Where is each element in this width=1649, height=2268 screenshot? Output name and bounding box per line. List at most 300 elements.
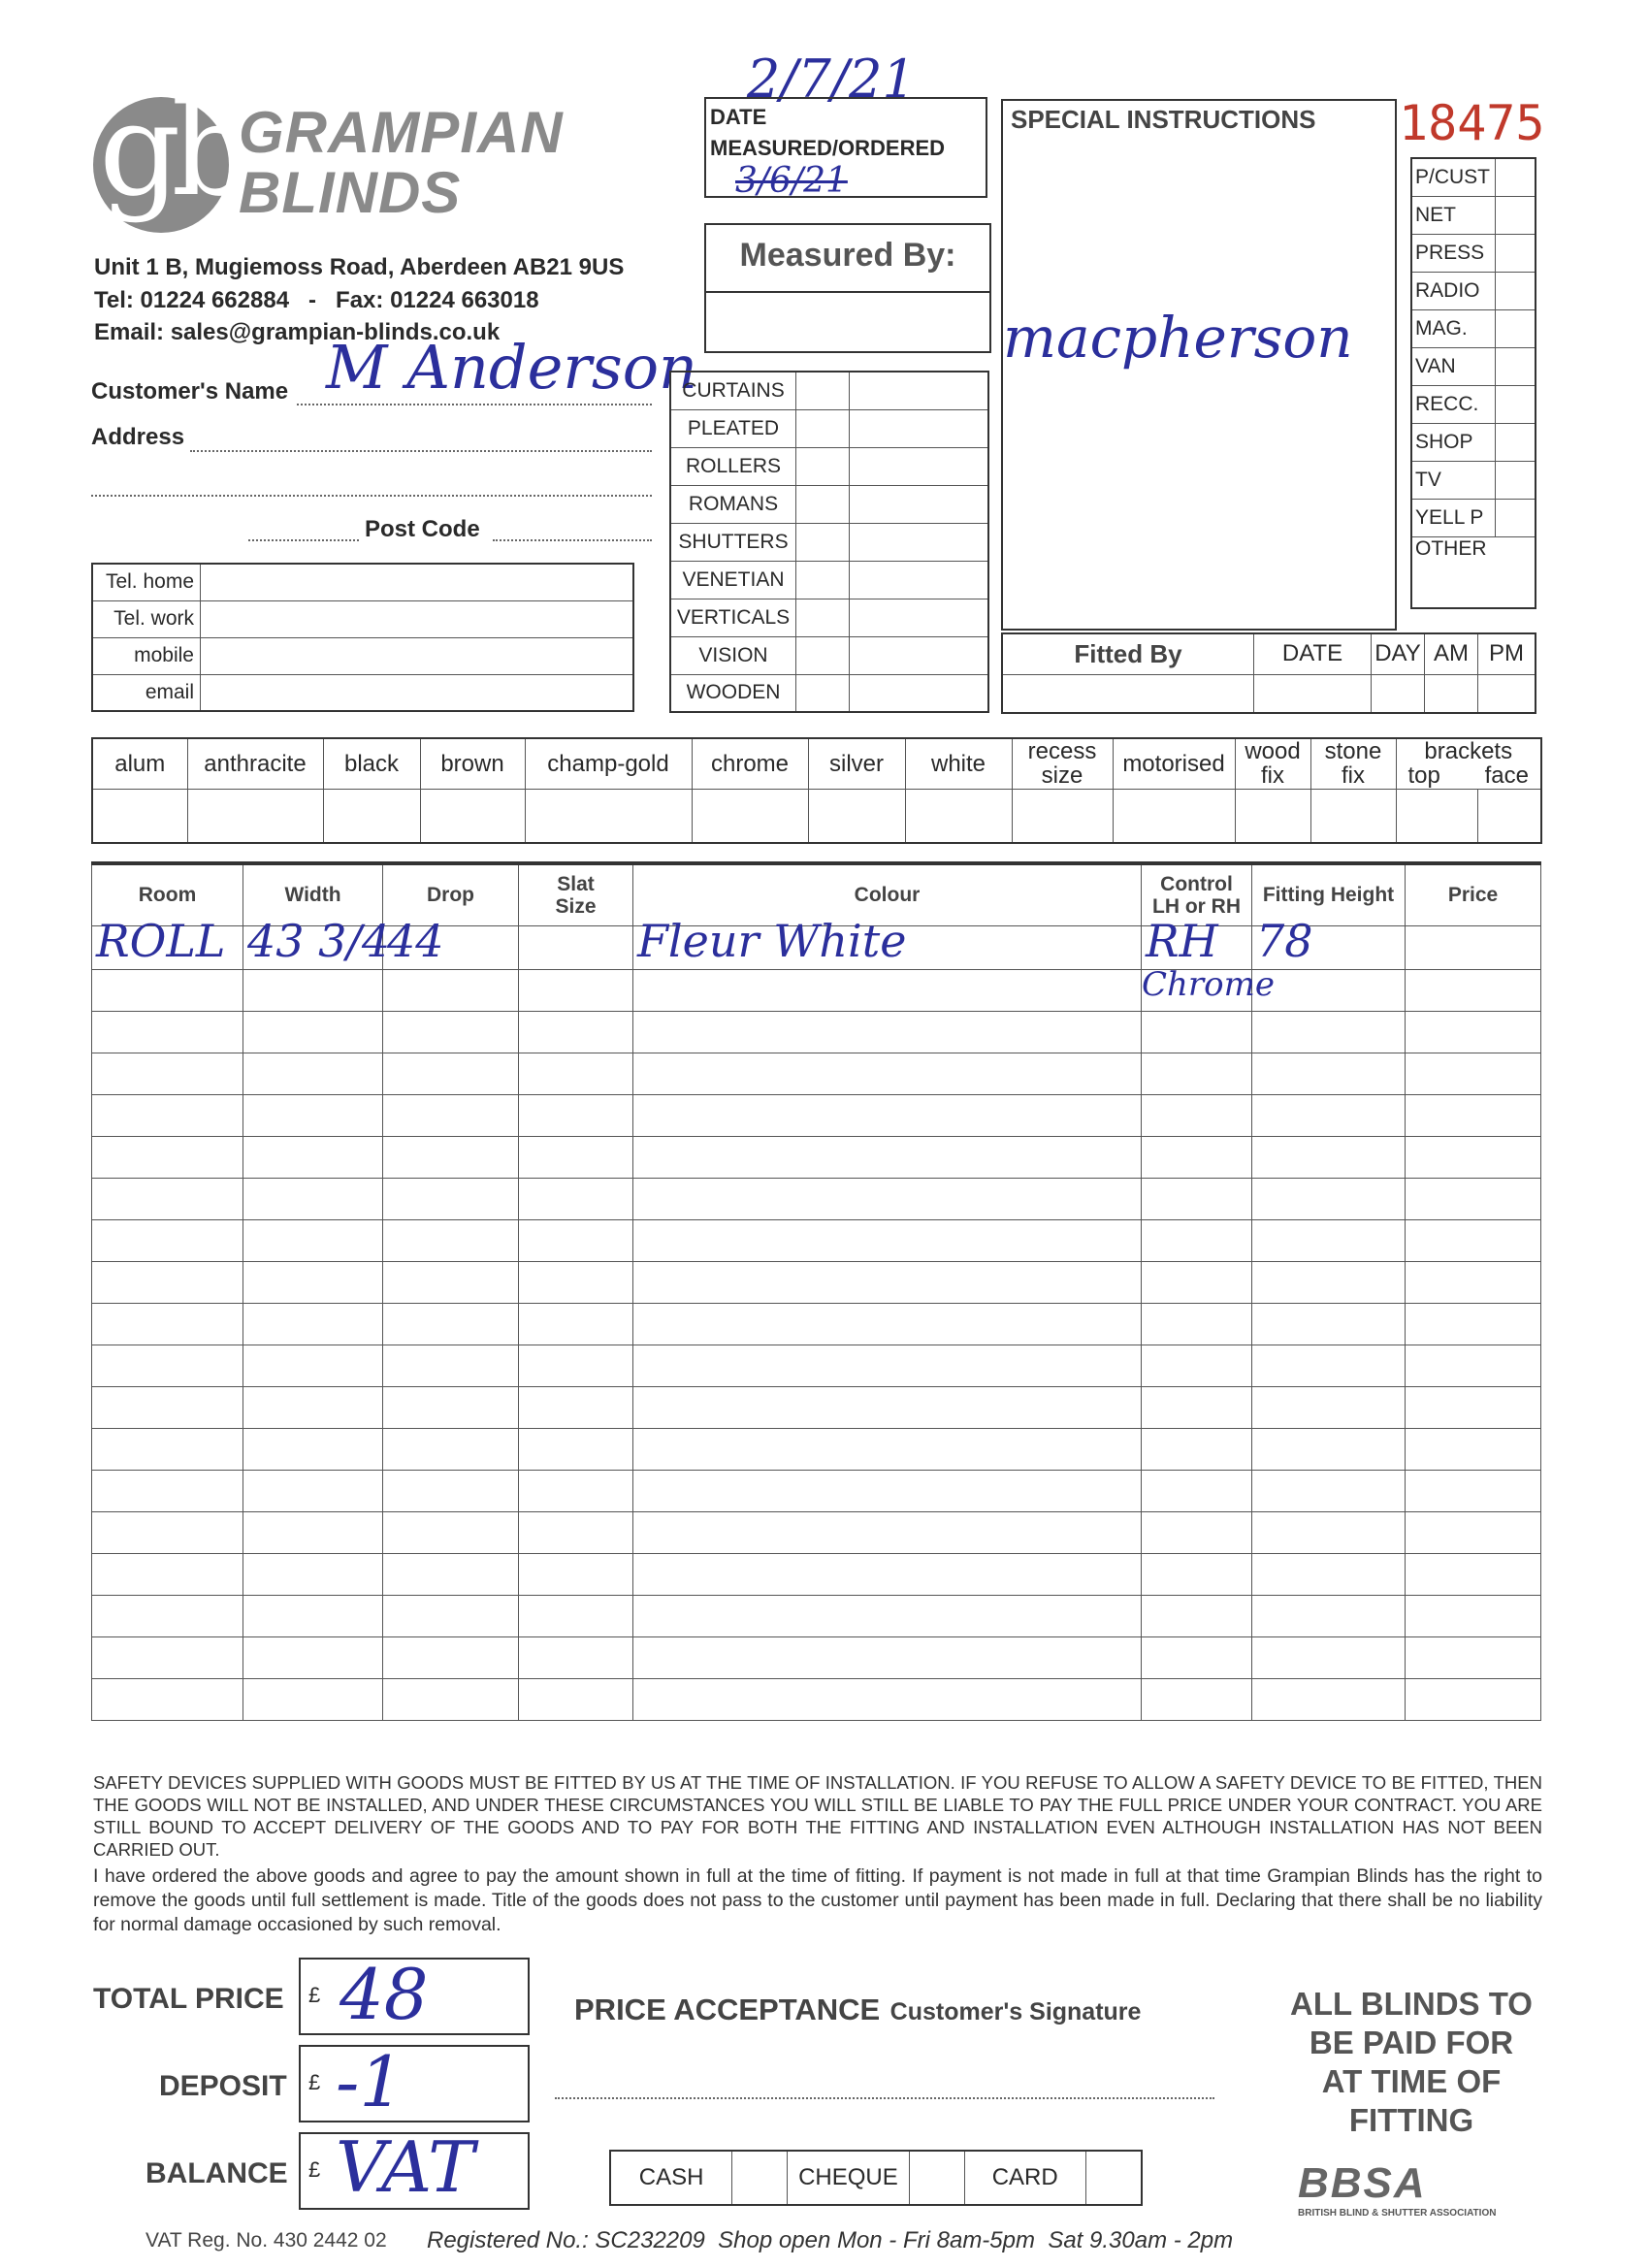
product-type-qty[interactable] bbox=[850, 636, 989, 674]
order-cell[interactable] bbox=[633, 1303, 1142, 1345]
signature-line[interactable] bbox=[555, 2097, 1214, 2099]
source-label: SHOP bbox=[1411, 423, 1496, 461]
contact-field[interactable] bbox=[201, 564, 634, 600]
order-cell[interactable] bbox=[1252, 1428, 1406, 1470]
order-cell[interactable] bbox=[633, 1386, 1142, 1428]
order-cell[interactable] bbox=[92, 1428, 243, 1470]
order-cell[interactable] bbox=[1252, 1261, 1406, 1303]
order-cell[interactable] bbox=[1406, 1178, 1541, 1219]
order-cell[interactable] bbox=[1252, 1094, 1406, 1136]
source-checkbox[interactable] bbox=[1496, 461, 1536, 499]
source-checkbox[interactable] bbox=[1496, 385, 1536, 423]
order-cell[interactable] bbox=[243, 1053, 383, 1094]
order-cell[interactable] bbox=[92, 914, 243, 969]
fitted-pm-label: PM bbox=[1478, 633, 1536, 674]
order-cell[interactable] bbox=[383, 1303, 519, 1345]
company-logo bbox=[93, 76, 564, 231]
finish-option-check[interactable] bbox=[92, 789, 187, 843]
order-cell[interactable] bbox=[243, 969, 383, 1011]
order-table bbox=[91, 861, 1541, 1721]
order-cell[interactable] bbox=[519, 1595, 633, 1636]
order-cell[interactable] bbox=[243, 1678, 383, 1720]
order-cell[interactable] bbox=[92, 1470, 243, 1511]
order-cell[interactable] bbox=[1406, 925, 1541, 969]
fitted-day-label: DAY bbox=[1372, 633, 1425, 674]
order-cell[interactable] bbox=[519, 1511, 633, 1553]
source-checkbox[interactable] bbox=[1496, 499, 1536, 536]
order-cell[interactable] bbox=[1142, 1511, 1252, 1553]
source-checkbox[interactable] bbox=[1496, 536, 1536, 608]
order-cell[interactable] bbox=[383, 1553, 519, 1595]
logo-line2: BLINDS bbox=[239, 160, 462, 225]
order-row bbox=[92, 1261, 1541, 1303]
finish-option-check[interactable] bbox=[1310, 789, 1396, 843]
finish-option-line1: chrome bbox=[710, 750, 790, 777]
finish-option-check[interactable] bbox=[1113, 789, 1235, 843]
order-row1-control: RH bbox=[1146, 914, 1218, 967]
order-cell[interactable] bbox=[383, 1345, 519, 1386]
order-cell[interactable] bbox=[633, 1470, 1142, 1511]
order-cell[interactable] bbox=[243, 1219, 383, 1261]
order-cell[interactable] bbox=[519, 1678, 633, 1720]
date-box bbox=[704, 97, 987, 201]
order-cell[interactable] bbox=[1142, 1053, 1252, 1094]
order-cell[interactable] bbox=[383, 1511, 519, 1553]
finish-option-line1: motorised bbox=[1122, 750, 1225, 777]
order-cell[interactable] bbox=[92, 1094, 243, 1136]
order-cell[interactable] bbox=[383, 1595, 519, 1636]
order-cell[interactable] bbox=[1142, 1094, 1252, 1136]
order-cell[interactable] bbox=[243, 1136, 383, 1178]
order-row bbox=[92, 1136, 1541, 1178]
order-cell[interactable] bbox=[633, 1511, 1142, 1553]
contact-field[interactable] bbox=[201, 637, 634, 674]
date-struck: 3/6/21 bbox=[735, 161, 848, 201]
payment-methods bbox=[609, 2150, 1143, 2206]
order-cell[interactable] bbox=[519, 1470, 633, 1511]
finish-option-line1: anthracite bbox=[204, 750, 307, 777]
deposit-label: DEPOSIT bbox=[159, 2070, 287, 2102]
fitted-day-field[interactable] bbox=[1372, 674, 1425, 713]
finish-option-check[interactable] bbox=[692, 789, 808, 843]
product-type-row bbox=[670, 485, 988, 523]
finish-option-check[interactable] bbox=[323, 789, 420, 843]
order-cell[interactable] bbox=[1406, 1386, 1541, 1428]
order-cell[interactable] bbox=[633, 1178, 1142, 1219]
order-cell[interactable] bbox=[243, 1303, 383, 1345]
fitted-date-field[interactable] bbox=[1254, 674, 1372, 713]
order-cell[interactable] bbox=[383, 1636, 519, 1678]
payment-method-cheque: CHEQUE bbox=[788, 2151, 909, 2205]
order-cell[interactable] bbox=[243, 1470, 383, 1511]
product-type-check[interactable] bbox=[796, 372, 850, 409]
order-header-line1: Control bbox=[1160, 872, 1233, 895]
order-cell[interactable] bbox=[1406, 1595, 1541, 1636]
order-cell[interactable] bbox=[519, 1553, 633, 1595]
brackets-top-label: top bbox=[1407, 762, 1440, 790]
finish-option-chrome bbox=[692, 738, 808, 789]
date-handwritten: 2/7/21 bbox=[747, 49, 916, 110]
order-header-cell bbox=[1406, 863, 1541, 925]
order-cell[interactable] bbox=[383, 1178, 519, 1219]
order-header-line1: Slat bbox=[557, 872, 595, 895]
order-cell[interactable] bbox=[519, 1053, 633, 1094]
order-cell[interactable] bbox=[1252, 1303, 1406, 1345]
finish-option-line1: brown bbox=[440, 750, 504, 777]
product-type-row bbox=[670, 674, 988, 712]
order-cell[interactable] bbox=[633, 1094, 1142, 1136]
order-cell[interactable] bbox=[519, 1094, 633, 1136]
order-cell[interactable] bbox=[519, 1428, 633, 1470]
finish-option-line1: silver bbox=[828, 750, 884, 777]
order-cell[interactable] bbox=[1142, 1553, 1252, 1595]
finish-option-silver bbox=[808, 738, 905, 789]
source-label: RECC. bbox=[1411, 385, 1496, 423]
order-cell[interactable] bbox=[633, 1553, 1142, 1595]
order-cell[interactable] bbox=[92, 1511, 243, 1553]
order-cell[interactable] bbox=[1406, 1303, 1541, 1345]
product-type-check[interactable] bbox=[796, 485, 850, 523]
order-cell[interactable] bbox=[383, 1011, 519, 1053]
address-label: Address bbox=[91, 424, 185, 450]
order-cell[interactable] bbox=[92, 1553, 243, 1595]
order-cell[interactable] bbox=[1142, 1303, 1252, 1345]
order-row bbox=[92, 1428, 1541, 1470]
order-row bbox=[92, 1636, 1541, 1678]
order-cell[interactable] bbox=[1252, 1178, 1406, 1219]
vat-number: VAT Reg. No. 430 2442 02 bbox=[146, 2229, 387, 2252]
order-cell[interactable] bbox=[1406, 1053, 1541, 1094]
order-cell[interactable] bbox=[243, 1636, 383, 1678]
order-cell[interactable] bbox=[633, 914, 1142, 969]
order-cell[interactable] bbox=[1252, 1011, 1406, 1053]
fitted-am-label: AM bbox=[1425, 633, 1478, 674]
order-cell[interactable] bbox=[383, 1219, 519, 1261]
source-label: RADIO bbox=[1411, 272, 1496, 309]
brackets-options bbox=[1397, 763, 1541, 788]
finish-option-check[interactable] bbox=[420, 789, 525, 843]
order-cell[interactable] bbox=[633, 1219, 1142, 1261]
order-cell[interactable] bbox=[383, 1094, 519, 1136]
order-row1-drop: 44 bbox=[387, 914, 444, 967]
order-cell[interactable] bbox=[519, 925, 633, 969]
finish-option-brown bbox=[420, 738, 525, 789]
source-checkbox[interactable] bbox=[1496, 272, 1536, 309]
source-label: MAG. bbox=[1411, 309, 1496, 347]
product-type-qty[interactable] bbox=[850, 372, 989, 409]
order-cell[interactable] bbox=[1406, 1470, 1541, 1511]
payment-method-check[interactable] bbox=[732, 2151, 788, 2205]
order-row bbox=[92, 1303, 1541, 1345]
finish-option-check[interactable] bbox=[808, 789, 905, 843]
source-checkbox[interactable] bbox=[1496, 309, 1536, 347]
postcode-line-left bbox=[248, 539, 359, 541]
order-cell[interactable] bbox=[1142, 1219, 1252, 1261]
finish-option-check[interactable] bbox=[1012, 789, 1113, 843]
product-type-qty[interactable] bbox=[850, 447, 989, 485]
product-type-check[interactable] bbox=[796, 599, 850, 636]
finish-option-line2: size bbox=[1041, 762, 1083, 790]
order-cell[interactable] bbox=[1252, 914, 1406, 969]
order-cell[interactable] bbox=[1406, 1345, 1541, 1386]
order-cell[interactable] bbox=[383, 1136, 519, 1178]
order-cell[interactable] bbox=[1406, 1636, 1541, 1678]
customer-name-label: Customer's Name bbox=[91, 378, 289, 405]
order-cell[interactable] bbox=[243, 1553, 383, 1595]
order-cell[interactable] bbox=[1142, 1470, 1252, 1511]
order-cell[interactable] bbox=[1252, 1345, 1406, 1386]
notice-line-3: AT TIME OF bbox=[1321, 2063, 1502, 2099]
order-cell[interactable] bbox=[633, 1053, 1142, 1094]
product-type-check[interactable] bbox=[796, 447, 850, 485]
bracket-face-check[interactable] bbox=[1477, 789, 1541, 843]
product-type-qty[interactable] bbox=[850, 485, 989, 523]
order-cell[interactable] bbox=[1406, 1553, 1541, 1595]
order-cell[interactable] bbox=[1142, 1136, 1252, 1178]
source-row bbox=[1411, 234, 1536, 272]
product-type-check[interactable] bbox=[796, 409, 850, 447]
source-list bbox=[1410, 157, 1536, 609]
order-cell[interactable] bbox=[1142, 1345, 1252, 1386]
order-cell[interactable] bbox=[383, 1261, 519, 1303]
product-type-check[interactable] bbox=[796, 561, 850, 599]
source-row bbox=[1411, 499, 1536, 536]
company-phones: Tel: 01224 662884 - Fax: 01224 663018 bbox=[94, 287, 539, 313]
fitted-by-field[interactable] bbox=[1002, 674, 1254, 713]
source-checkbox[interactable] bbox=[1496, 158, 1536, 196]
deposit-box bbox=[299, 2041, 530, 2122]
order-cell[interactable] bbox=[1406, 1219, 1541, 1261]
order-cell[interactable] bbox=[519, 969, 633, 1011]
contact-field[interactable] bbox=[201, 674, 634, 711]
order-cell[interactable] bbox=[519, 1261, 633, 1303]
source-label: P/CUST bbox=[1411, 158, 1496, 196]
order-cell[interactable] bbox=[1252, 1053, 1406, 1094]
address-line-2 bbox=[91, 495, 652, 497]
finish-option-line1: white bbox=[930, 750, 986, 777]
product-type-row bbox=[670, 447, 988, 485]
order-cell[interactable] bbox=[243, 1428, 383, 1470]
finish-option-line2: fix bbox=[1261, 762, 1284, 790]
product-type-row bbox=[670, 561, 988, 599]
product-type-qty[interactable] bbox=[850, 561, 989, 599]
order-cell[interactable] bbox=[633, 1428, 1142, 1470]
payment-method-check[interactable] bbox=[909, 2151, 964, 2205]
bbsa-logo-text: BBSA bbox=[1298, 2159, 1427, 2207]
order-cell[interactable] bbox=[92, 969, 243, 1011]
order-cell[interactable] bbox=[92, 1595, 243, 1636]
order-cell[interactable] bbox=[1142, 1178, 1252, 1219]
product-type-qty[interactable] bbox=[850, 409, 989, 447]
order-cell[interactable] bbox=[1406, 1511, 1541, 1553]
source-checkbox[interactable] bbox=[1496, 347, 1536, 385]
order-cell[interactable] bbox=[92, 1053, 243, 1094]
order-cell[interactable] bbox=[519, 1303, 633, 1345]
product-type-qty[interactable] bbox=[850, 674, 989, 712]
contact-label: mobile bbox=[92, 637, 201, 674]
order-cell[interactable] bbox=[1142, 1595, 1252, 1636]
order-cell[interactable] bbox=[92, 1136, 243, 1178]
balance-label: BALANCE bbox=[146, 2157, 288, 2189]
company-email: Email: sales@grampian-blinds.co.uk bbox=[94, 319, 501, 345]
order-cell[interactable] bbox=[1252, 1553, 1406, 1595]
finish-option-check[interactable] bbox=[187, 789, 323, 843]
order-cell[interactable] bbox=[1406, 1011, 1541, 1053]
order-cell[interactable] bbox=[519, 1636, 633, 1678]
finish-option-line1: black bbox=[343, 750, 400, 777]
order-cell[interactable] bbox=[243, 1345, 383, 1386]
order-cell[interactable] bbox=[633, 1595, 1142, 1636]
order-cell[interactable] bbox=[633, 1011, 1142, 1053]
bbsa-subtitle: BRITISH BLIND & SHUTTER ASSOCIATION bbox=[1298, 2208, 1497, 2219]
order-cell[interactable] bbox=[92, 1345, 243, 1386]
order-cell[interactable] bbox=[92, 1636, 243, 1678]
order-cell[interactable] bbox=[1252, 1678, 1406, 1720]
order-cell[interactable] bbox=[1142, 1011, 1252, 1053]
order-cell[interactable] bbox=[519, 1011, 633, 1053]
order-cell[interactable] bbox=[519, 1136, 633, 1178]
order-cell[interactable] bbox=[519, 1345, 633, 1386]
order-cell[interactable] bbox=[383, 1470, 519, 1511]
order-cell[interactable] bbox=[92, 1178, 243, 1219]
order-cell[interactable] bbox=[92, 1011, 243, 1053]
finish-option-line1: champ-gold bbox=[547, 750, 669, 777]
bracket-top-check[interactable] bbox=[1396, 789, 1477, 843]
payment-notice bbox=[1261, 1985, 1562, 2140]
finish-option-check[interactable] bbox=[525, 789, 692, 843]
total-price-label: TOTAL PRICE bbox=[93, 1983, 284, 2015]
order-cell[interactable] bbox=[633, 1636, 1142, 1678]
order-cell[interactable] bbox=[1252, 1511, 1406, 1553]
order-cell[interactable] bbox=[243, 914, 391, 969]
order-cell[interactable] bbox=[1406, 1136, 1541, 1178]
order-cell[interactable] bbox=[243, 1511, 383, 1553]
order-cell[interactable] bbox=[1406, 1261, 1541, 1303]
source-label: NET bbox=[1411, 196, 1496, 234]
order-cell[interactable] bbox=[383, 1053, 519, 1094]
product-type-label: WOODEN bbox=[670, 674, 796, 712]
contact-field[interactable] bbox=[201, 600, 634, 637]
brackets-header bbox=[1396, 738, 1541, 789]
order-cell[interactable] bbox=[383, 914, 519, 969]
source-label: VAN bbox=[1411, 347, 1496, 385]
measured-by-label: Measured By: bbox=[739, 237, 956, 274]
order-cell[interactable] bbox=[243, 1178, 383, 1219]
order-cell[interactable] bbox=[243, 1011, 383, 1053]
product-type-check[interactable] bbox=[796, 636, 850, 674]
order-cell[interactable] bbox=[92, 1303, 243, 1345]
order-cell[interactable] bbox=[383, 1678, 519, 1720]
order-row bbox=[92, 1595, 1541, 1636]
order-cell[interactable] bbox=[92, 1261, 243, 1303]
order-cell[interactable] bbox=[1252, 1636, 1406, 1678]
order-row bbox=[92, 1511, 1541, 1553]
order-cell[interactable] bbox=[1142, 1428, 1252, 1470]
product-type-row bbox=[670, 409, 988, 447]
finish-option-check[interactable] bbox=[1235, 789, 1310, 843]
order-cell[interactable] bbox=[383, 969, 519, 1011]
order-row bbox=[92, 1219, 1541, 1261]
source-row bbox=[1411, 385, 1536, 423]
order-cell[interactable] bbox=[1142, 1636, 1252, 1678]
order-cell[interactable] bbox=[1142, 1678, 1252, 1720]
order-cell[interactable] bbox=[519, 1386, 633, 1428]
order-cell[interactable] bbox=[1142, 1261, 1252, 1303]
order-cell[interactable] bbox=[519, 1219, 633, 1261]
order-cell[interactable] bbox=[383, 1386, 519, 1428]
finish-option-black bbox=[323, 738, 420, 789]
price-acceptance-label: PRICE ACCEPTANCE bbox=[574, 1993, 881, 2026]
source-row bbox=[1411, 272, 1536, 309]
product-type-qty[interactable] bbox=[850, 599, 989, 636]
payment-method-check[interactable] bbox=[1085, 2151, 1142, 2205]
order-cell[interactable] bbox=[633, 969, 1142, 1011]
finish-option-line1: alum bbox=[114, 750, 166, 777]
order-cell[interactable] bbox=[633, 1678, 1142, 1720]
fitted-pm-field[interactable] bbox=[1478, 674, 1536, 713]
source-checkbox[interactable] bbox=[1496, 234, 1536, 272]
order-cell[interactable] bbox=[1142, 969, 1252, 1011]
source-row bbox=[1411, 158, 1536, 196]
finish-option-recess bbox=[1012, 738, 1113, 789]
order-row bbox=[92, 925, 1541, 969]
safety-terms: SAFETY DEVICES SUPPLIED WITH GOODS MUST BE FITTED BY US AT THE TIME OF INSTALLATION. IF YOU REFUSE TO ALLOW A SAFETY DEVICE TO BE FITTED, THEN THE GOODS WILL NOT BE INSTALLED, AND UNDER THESE CIRCUMSTANCES YOU WILL STILL BE LIABLE TO PAY THE FULL PRICE UNDER YOUR CONTRACT. YOU ARE STILL BOUND TO ACCEPT DELIVERY OF THE GOODS AND TO PAY FOR BOTH THE FITTING AND INSTALLATION EVEN ALTHOUGH INSTALLATION HAS NOT BEEN CARRIED OUT. bbox=[93, 1772, 1542, 1860]
source-checkbox[interactable] bbox=[1496, 423, 1536, 461]
order-cell[interactable] bbox=[633, 1136, 1142, 1178]
order-cell[interactable] bbox=[92, 1678, 243, 1720]
order-cell[interactable] bbox=[1406, 1428, 1541, 1470]
order-cell[interactable] bbox=[1142, 914, 1275, 1004]
order-cell[interactable] bbox=[92, 1219, 243, 1261]
product-type-qty[interactable] bbox=[850, 523, 989, 561]
product-type-check[interactable] bbox=[796, 674, 850, 712]
order-cell[interactable] bbox=[243, 1261, 383, 1303]
finish-option-line1: stone bbox=[1324, 738, 1382, 765]
fitted-date-label: DATE bbox=[1254, 633, 1372, 674]
order-cell[interactable] bbox=[519, 1178, 633, 1219]
order-cell[interactable] bbox=[243, 1595, 383, 1636]
order-row bbox=[92, 1094, 1541, 1136]
finish-option-alum bbox=[92, 738, 187, 789]
order-cell[interactable] bbox=[1252, 1595, 1406, 1636]
order-cell[interactable] bbox=[1252, 1219, 1406, 1261]
order-cell[interactable] bbox=[1406, 1094, 1541, 1136]
order-cell[interactable] bbox=[1252, 1386, 1406, 1428]
finish-option-check[interactable] bbox=[905, 789, 1012, 843]
order-cell[interactable] bbox=[383, 1428, 519, 1470]
product-type-check[interactable] bbox=[796, 523, 850, 561]
contact-table bbox=[91, 563, 634, 712]
order-cell[interactable] bbox=[1142, 1386, 1252, 1428]
order-cell[interactable] bbox=[633, 1261, 1142, 1303]
order-header-cell bbox=[519, 863, 633, 925]
fitted-am-field[interactable] bbox=[1425, 674, 1478, 713]
order-cell[interactable] bbox=[1406, 1678, 1541, 1720]
customer-signature-label: Customer's Signature bbox=[889, 1998, 1142, 2025]
order-cell[interactable] bbox=[1252, 1136, 1406, 1178]
order-cell[interactable] bbox=[633, 1345, 1142, 1386]
order-row bbox=[92, 1470, 1541, 1511]
source-label: TV bbox=[1411, 461, 1496, 499]
order-cell[interactable] bbox=[1406, 969, 1541, 1011]
order-cell[interactable] bbox=[1252, 969, 1406, 1011]
order-cell[interactable] bbox=[92, 1386, 243, 1428]
order-row1-room: ROLL bbox=[96, 914, 226, 967]
source-checkbox[interactable] bbox=[1496, 196, 1536, 234]
order-cell[interactable] bbox=[243, 1386, 383, 1428]
order-cell[interactable] bbox=[1252, 1470, 1406, 1511]
order-cell[interactable] bbox=[243, 1094, 383, 1136]
